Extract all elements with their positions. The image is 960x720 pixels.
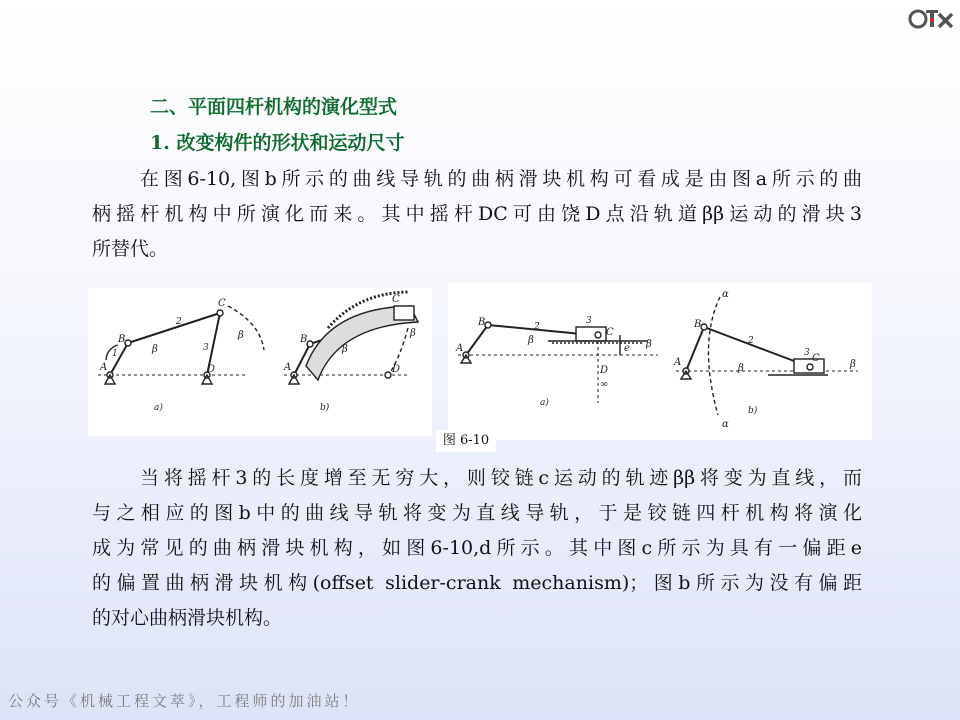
svg-text:C: C (812, 353, 820, 364)
section-heading: 二、平面四杆机构的演化型式 (150, 96, 398, 118)
svg-text:3: 3 (804, 348, 810, 358)
svg-text:α: α (722, 419, 729, 430)
svg-text:2: 2 (176, 317, 182, 327)
offset-slider-crank-diagram (455, 316, 658, 408)
svg-text:B: B (478, 317, 486, 328)
figure-caption: 图 6-10 (436, 430, 496, 452)
paragraph-line: 的偏置曲柄滑块机构(offset slider-crank mechanism)；图b所示为没有偏距 (92, 572, 862, 594)
svg-text:b): b) (320, 403, 330, 413)
logo (908, 6, 956, 30)
figure-right-panel (448, 283, 872, 440)
paragraph-line: 与之相应的图b中的曲线导轨将变为直线导轨，于是铰链四杆机构将演化 (92, 502, 862, 524)
svg-text:C: C (218, 298, 226, 309)
paragraph-line: 在图6-10,图b所示的曲线导轨的曲柄滑块机构可看成是由图a所示的曲 (140, 168, 862, 190)
svg-text:β: β (528, 335, 534, 346)
svg-text:2: 2 (748, 336, 754, 346)
svg-text:α: α (722, 289, 729, 300)
paragraph-line: 成为常见的曲柄滑块机构，如图6-10,d所示。其中图c所示为具有一偏距e (92, 537, 862, 559)
svg-text:B: B (300, 334, 308, 345)
paragraph-1 (92, 162, 862, 267)
svg-text:β: β (738, 363, 744, 374)
paragraph-line: 的对心曲柄滑块机构。 (92, 607, 283, 629)
svg-text:e: e (624, 343, 630, 354)
svg-text:B: B (694, 319, 702, 330)
paragraph-line: 所替代。 (92, 238, 169, 260)
svg-text:2: 2 (534, 322, 540, 332)
svg-text:B: B (118, 334, 126, 345)
svg-text:3: 3 (586, 316, 592, 326)
svg-text:D: D (207, 364, 216, 375)
svg-text:A: A (456, 343, 464, 354)
footer-note: 公众号《机械工程文萃》，工程师的加油站！ (8, 692, 361, 710)
svg-text:β: β (850, 359, 856, 370)
svg-text:A: A (674, 357, 682, 368)
figure-left-panel (88, 288, 432, 436)
svg-text:β: β (238, 330, 244, 341)
svg-text:β: β (342, 344, 348, 355)
svg-text:∞: ∞ (600, 379, 609, 390)
centred-slider-crank-diagram (673, 289, 858, 430)
four-bar-linkage-diagram (98, 298, 264, 413)
svg-text:β: β (646, 339, 652, 350)
curved-guide-slider-crank-diagram (283, 292, 418, 413)
svg-text:β: β (152, 344, 158, 355)
svg-text:a): a) (154, 403, 163, 413)
paragraph-line: 柄摇杆机构中所演化而来。其中摇杆DC可由饶D点沿轨道ββ运动的滑块3 (92, 203, 862, 225)
svg-text:1: 1 (112, 349, 118, 359)
svg-text:b): b) (748, 406, 758, 416)
svg-text:A: A (100, 362, 108, 373)
svg-text:A: A (284, 362, 292, 373)
svg-text:C: C (606, 327, 614, 338)
svg-text:3: 3 (203, 343, 209, 353)
paragraph-line: 当将摇杆3的长度增至无穷大，则铰链c运动的轨迹ββ将变为直线，而 (140, 467, 862, 489)
paragraph-2 (92, 461, 862, 636)
svg-text:D: D (600, 365, 609, 376)
sub-heading: 1. 改变构件的形状和运动尺寸 (150, 132, 405, 154)
svg-text:C: C (392, 294, 400, 305)
svg-text:a): a) (540, 398, 549, 408)
svg-text:β: β (410, 328, 416, 339)
svg-text:D: D (392, 364, 401, 375)
